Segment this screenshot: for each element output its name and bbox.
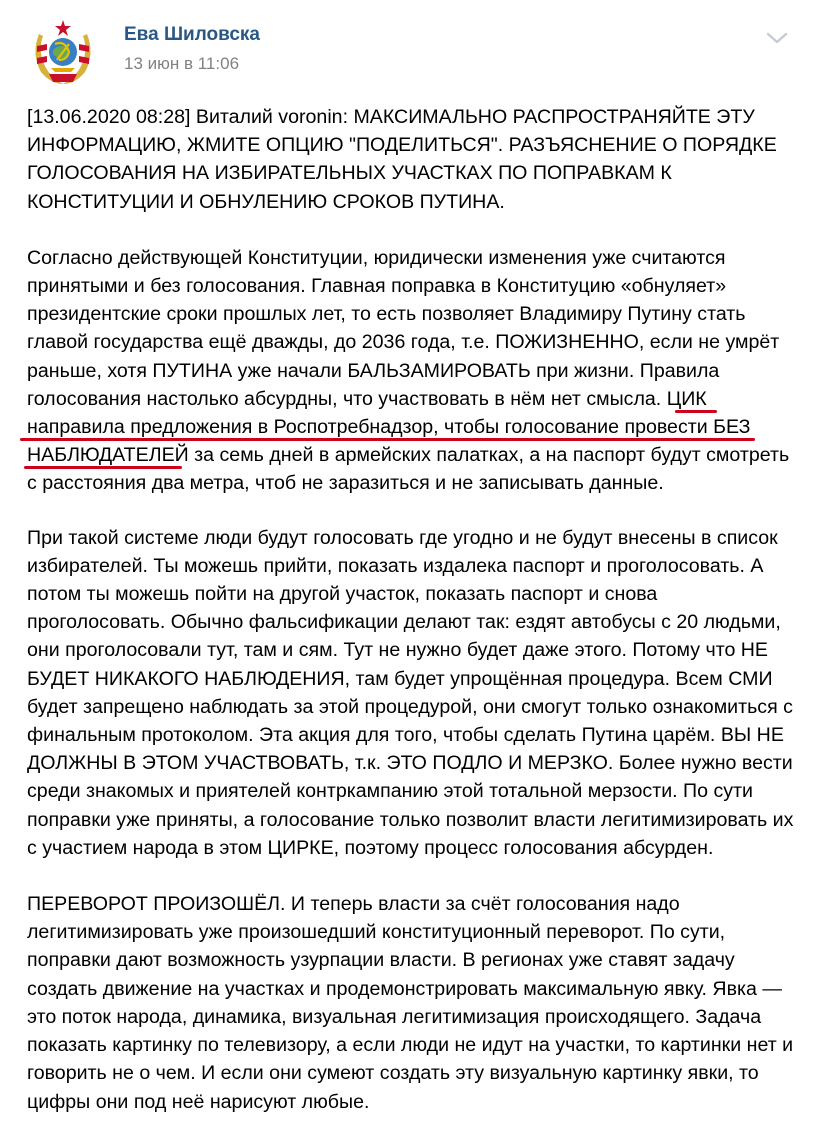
- post-paragraph-coup: ПЕРЕВОРОТ ПРОИЗОШЁЛ. И теперь власти за счёт голосования надо легитимизировать уже произошедший конституционный переворот. По сути, поправки дают возможность узурпации власти. В регионах уже ставят задачу создать движение на участках и продемонстрировать максимальную явку. Явка — это поток народа, динамика, визуальная легитимизация происходящего. Задача показать картинку по телевизору, а если люди не идут на участки, то картинки нет и говорить не о чем. И если они сумеют создать эту визуальную картинку явки, то цифры они под неё нарисуют любые.: [27, 893, 794, 1113]
- post-paragraph-system: При такой системе люди будут голосовать где угодно и не будут внесены в список избирателей. Ты можешь прийти, показать издалека паспорт и проголосовать. А потом ты можешь пойти на другой участок, показать паспорт и снова проголосовать. Обычно фальсификации делают так: ездят автобусы с 20 людьми, они проголосовали тут, там и сям. Тут не нужно будет даже этого. Потому что НЕ БУДЕТ НИКАКОГО НАБЛЮДЕНИЯ, там будет упрощённая процедура. Всем СМИ будет запрещено наблюдать за этой процедурой, они смогут только ознакомиться с финальным протоколом. Эта акция для того, чтобы сделать Путина царём. ВЫ НЕ ДОЛЖНЫ В ЭТОМ УЧАСТВОВАТЬ, т.к. ЭТО ПОДЛО И МЕРЗКО. Более нужно вести среди знакомых и приятелей контркампанию этой тотальной мерзости. По сути поправки уже приняты, а голосование только позволит власти легитимизировать их с участием народа в этом ЦИРКЕ, поэтому процесс голосования абсурден.: [27, 526, 794, 859]
- post-paragraph-intro: [13.06.2020 08:28] Виталий voronin: МАКСИМАЛЬНО РАСПРОСТРАНЯЙТЕ ЭТУ ИНФОРМАЦИЮ, ЖМИТЕ ОПЦИЮ "ПОДЕЛИТЬСЯ". РАЗЪЯСНЕНИЕ О ПОРЯДКЕ ГОЛОСОВАНИЯ НА ИЗБИРАТЕЛЬНЫХ УЧАСТКАХ ПО ПОПРАВКАМ К КОНСТИТУЦИИ И ОБНУЛЕНИЮ СРОКОВ ПУТИНА.: [27, 106, 777, 213]
- highlighted-text: ЦИК направила предложения в Роспотребнадзор, чтобы голосование провести БЕЗ НАБЛЮДАТЕЛЕЙ: [27, 387, 751, 467]
- underline-mark-1: [675, 410, 717, 413]
- underline-mark-3: [24, 466, 182, 469]
- author-name[interactable]: Ева Шиловска: [124, 24, 260, 45]
- paragraph-text-tail: за семь дней в армейских палатках, а на паспорт будут смотреть с расстояния два метра, чтоб не заразиться и не записывать данные.: [27, 444, 790, 495]
- author-avatar[interactable]: [25, 14, 101, 90]
- post-body: [27, 103, 797, 1116]
- post-date[interactable]: 13 июн в 11:06: [124, 54, 240, 73]
- ussr-emblem-icon: [25, 14, 101, 90]
- underline-mark-2: [20, 438, 755, 441]
- post-paragraph-constitution: [27, 244, 797, 498]
- paragraph-text: Согласно действующей Конституции, юридически изменения уже считаются принятыми и без голосования. Главная поправка в Конституцию «обнуляет» президентские сроки прошлых лет, то есть позволяет Владимиру Путину стать главой государства ещё дважды, до 2036 года, т.е. ПОЖИЗНЕННО, если не умрёт раньше, хотя ПУТИНА уже начали БАЛЬЗАМИРОВАТЬ при жизни. Правила голосования настолько абсурдны, что участвовать в нём нет смысла.: [27, 246, 780, 410]
- post-header: [0, 0, 816, 95]
- chevron-down-icon[interactable]: [765, 30, 789, 46]
